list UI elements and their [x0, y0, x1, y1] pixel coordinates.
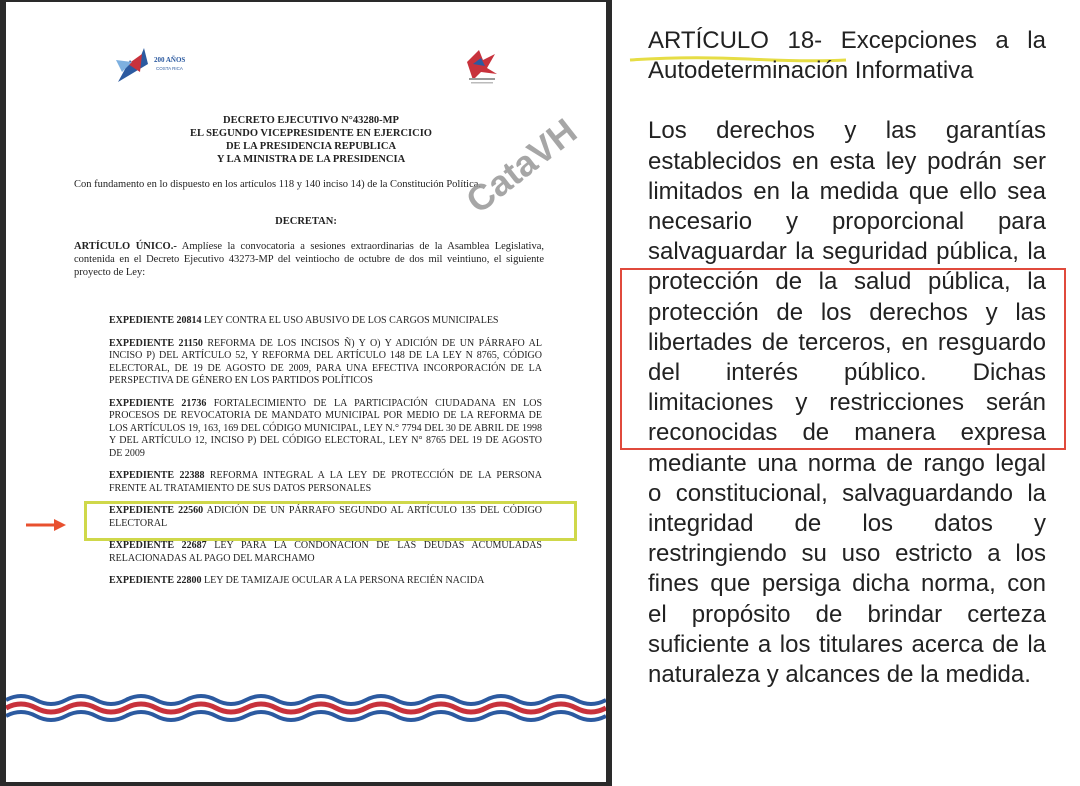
expediente-item-highlighted	[109, 470, 542, 495]
fundamento-paragraph: Con fundamento en lo dispuesto en los artículos 118 y 140 inciso 14) de la Constitución Política.	[74, 179, 482, 190]
expediente-item	[109, 540, 542, 565]
articulo-unico-label: ARTÍCULO ÚNICO.-	[74, 241, 177, 252]
expediente-item	[109, 575, 542, 588]
logo-text: 200 AÑOS	[154, 56, 186, 64]
article-excerpt-panel	[612, 0, 1080, 786]
article-heading-title: Excepciones a la Autodeterminación Informativa	[648, 27, 1046, 85]
expediente-item	[109, 315, 542, 328]
articulo-unico-paragraph	[74, 240, 544, 279]
expediente-text: REFORMA INTEGRAL A LA LEY DE PROTECCIÓN DE LA PERSONA FRENTE AL TRATAMIENTO DE SUS DATOS PERSONALES	[109, 470, 542, 494]
decree-header	[146, 114, 476, 166]
expediente-label: EXPEDIENTE 20814	[109, 315, 202, 326]
logo-subtext: COSTA RICA	[156, 66, 183, 71]
watermark: CataVH	[458, 110, 585, 222]
article-heading-number: ARTÍCULO 18-	[648, 27, 823, 54]
red-highlight-box	[620, 268, 1066, 450]
right-arrow-icon	[26, 519, 66, 531]
bicentennial-logo	[114, 42, 204, 86]
flag-waves-decoration	[6, 692, 606, 732]
expediente-text: ADICIÓN DE UN PÁRRAFO SEGUNDO AL ARTÍCULO 135 DEL CÓDIGO ELECTORAL	[109, 505, 543, 529]
expediente-text: FORTALECIMIENTO DE LA PARTICIPACIÓN CIUDADANA EN LOS PROCESOS DE REVOCATORIA DE MANDATO MUNICIPAL POR MEDIO DE LA REFORMA DE LOS ARTÍCULOS 19, 163, 169 DEL CÓDIGO MUNICIPAL, LEY N.° 7794 DEL 30 DE ABRIL DE 1998 Y DEL ARTÍCULO 12, INCISO P) DEL CÓDIGO ELECTORAL, LEY N° 8765 DEL 19 DE AGOSTO DE 2009	[109, 397, 543, 459]
decree-header-line: DECRETO EJECUTIVO N°43280-MP	[223, 115, 399, 126]
decree-header-line: Y LA MINISTRA DE LA PRESIDENCIA	[216, 154, 406, 165]
decretan-heading: DECRETAN:	[275, 216, 337, 227]
expediente-label: EXPEDIENTE 22560	[109, 505, 204, 516]
expediente-text: REFORMA DE LOS INCISOS Ñ) Y O) Y ADICIÓN DE UN PÁRRAFO AL INCISO P) DEL ARTÍCULO 52, Y REFORMA DEL ARTÍCULO 148 DE LA LEY N 8765, CÓDIGO ELECTORAL, DE 19 DE AGOSTO DE 2009, PARA UNA EFECTIVA INCORPORACIÓN DE LA PERSPECTIVA DE GÉNERO EN LOS PARTIDOS POLÍTICOS	[109, 337, 542, 386]
articulo-unico-text: Amplíese la convocatoria a sesiones extraordinarias de la Asamblea Legislativa, contenida en el Decreto Ejecutivo 43273-MP del veintiocho de octubre de dos mil veintiuno, el siguiente proyecto de Ley:	[74, 241, 544, 278]
expediente-text: LEY PARA LA CONDONACIÓN DE LAS DEUDAS ACUMULADAS RELACIONADAS AL PAGO DEL MARCHAMO	[109, 540, 542, 564]
expediente-label: EXPEDIENTE 21736	[109, 397, 207, 409]
expediente-text: LEY CONTRA EL USO ABUSIVO DE LOS CARGOS MUNICIPALES	[201, 315, 499, 326]
expediente-text: LEY DE TAMIZAJE OCULAR A LA PERSONA RECIÉN NACIDA	[201, 575, 485, 586]
expediente-label: EXPEDIENTE 21150	[109, 337, 203, 349]
expediente-label: EXPEDIENTE 22388	[109, 470, 205, 481]
expediente-item	[109, 398, 542, 461]
presidency-logo	[459, 44, 505, 88]
expediente-label: EXPEDIENTE 22687	[109, 540, 207, 551]
decree-page	[6, 2, 606, 782]
article-heading	[648, 26, 1046, 86]
expediente-item	[109, 338, 542, 388]
expediente-label: EXPEDIENTE 22800	[109, 575, 202, 586]
yellow-highlight-box	[84, 501, 577, 541]
expedientes-list	[109, 315, 542, 598]
decree-header-line: DE LA PRESIDENCIA REPUBLICA	[225, 141, 397, 152]
decree-header-line: EL SEGUNDO VICEPRESIDENTE EN EJERCICIO	[190, 128, 432, 139]
article-body: Los derechos y las garantías establecidos en esta ley podrán ser limitados en la medida que ello sea necesario y proporcional para salvaguardar la seguridad pública, la protección de la salud pública, la protección de los derechos y las libertades de terceros, en resguardo del interés público. Dichas limitaciones y restricciones serán reconocidas de manera expresa mediante una norma de rango legal o constitucional, salvaguardando la integridad de los datos y restringiendo su uso estricto a los fines que persiga dicha norma, con el propósito de brindar certeza suficiente a los titulares acerca de la naturaleza y alcances de la medida.	[648, 117, 1046, 689]
